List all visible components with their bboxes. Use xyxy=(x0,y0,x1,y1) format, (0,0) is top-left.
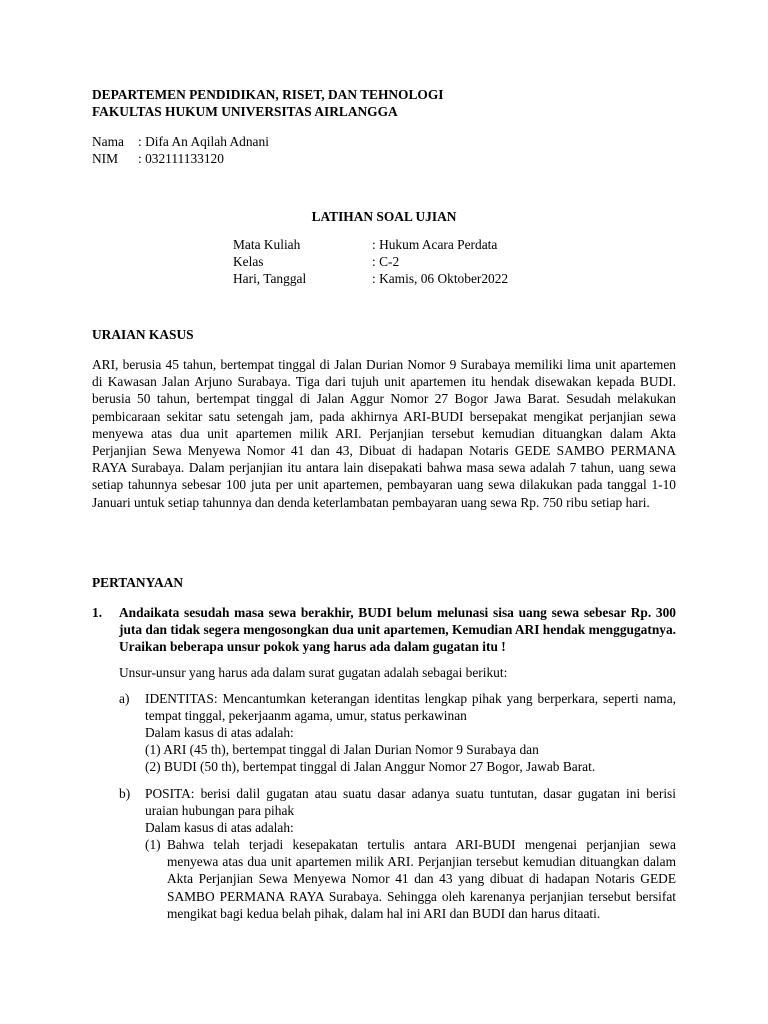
name-row xyxy=(92,133,269,150)
info-key: Kelas xyxy=(233,254,264,269)
document-header xyxy=(92,86,443,120)
item-b-sub1-text: Bahwa telah terjadi kesepakatan tertulis antara ARI-BUDI mengenai perjanjian sewa menyewa atas dua unit apartemen milik ARI. Perjanjian tersebut kemudian dituangkan dalam Akta Perjanjian Sewa Menyewa Nomor 41 dan 43 yang dibuat di hadapan Notaris GEDE SAMBO PERMANA RAYA Surabaya. Sehingga oleh karenanya perjanjian tersebut bersifat mengikat bagi kedua belah pihak, dalam hal ini ARI dan BUDI dan harus ditaati. xyxy=(167,837,676,921)
question-text: Andaikata sesudah masa sewa berakhir, BUDI belum melunasi sisa uang sewa sebesar Rp. 300 juta dan tidak segera mengosongkan dua unit apartemen, Kemudian ARI hendak menggugatnya. Uraikan beberapa unsur pokok yang harus ada dalam gugatan itu ! xyxy=(119,605,676,655)
item-a-party-2: (2) BUDI (50 th), bertempat tinggal di Jalan Anggur Nomor 27 Bogor, Jawab Barat. xyxy=(145,759,596,774)
header-line-ministry: DEPARTEMEN PENDIDIKAN, RISET, DAN TEHNOLOGI xyxy=(92,87,444,102)
header-line-faculty: FAKULTAS HUKUM UNIVERSITAS AIRLANGGA xyxy=(92,104,398,120)
item-a-letter: a) xyxy=(119,691,130,706)
nim-value: : 032111133120 xyxy=(138,151,224,166)
case-text: ARI, berusia 45 tahun, bertempat tinggal di Jalan Durian Nomor 9 Surabaya memiliki lima unit apartemen di Kawasan Jalan Arjuno Surabaya. Tiga dari tujuh unit apartemen itu hendak disewakan kepada BUDI. berusia 50 tahun, bertempat tinggal di Jalan Aggur Nomor 27 Bogor Jawa Barat. Sesudah melakukan pembicaraan sekitar satu setengah jam, pada akhirnya ARI-BUDI bersepakat mengikat perjanjian sewa menyewa atas dua unit apartemen milik ARI. Perjanjian tersebut kemudian dituangkan dalam Akta Perjanjian Sewa Menyewa Nomor 41 dan 43, Dibuat di hadapan Notaris GEDE SAMBO PERMANA RAYA Surabaya. Dalam perjanjian itu antara lain disepakati bahwa masa sewa adalah 7 tahun, uang sewa setiap tahunnya sebesar 100 juta per unit apartemen, pembayaran uang sewa dilakukan pada tanggal 1-10 Januari untuk setiap tahunnya dan denda keterlambatan pembayaran uang sewa Rp. 750 ribu setiap hari. xyxy=(92,357,676,510)
item-b-sub-intro: Dalam kasus di atas adalah: xyxy=(145,820,294,835)
questions-heading: PERTANYAAN xyxy=(92,575,184,590)
item-a-text: IDENTITAS: Mencantumkan keterangan identitas lengkap pihak yang berperkara, seperti nama, tempat tinggal, pekerjaanm agama, umur, status perkawinan xyxy=(145,691,676,724)
nim-label: NIM xyxy=(92,151,119,166)
answer-intro: Unsur-unsur yang harus ada dalam surat gugatan adalah sebagai berikut: xyxy=(119,665,508,680)
item-a-party-1: (1) ARI (45 th), bertempat tinggal di Jalan Durian Nomor 9 Surabaya dan xyxy=(145,742,539,757)
info-value: : C-2 xyxy=(372,254,400,269)
question-number: 1. xyxy=(92,605,103,620)
item-b-sub1-number: (1) xyxy=(145,837,161,852)
name-value: : Difa An Aqilah Adnani xyxy=(138,134,269,149)
item-b-letter: b) xyxy=(119,786,131,801)
case-heading: URAIAN KASUS xyxy=(92,327,194,342)
nim-row xyxy=(92,150,224,167)
info-key: Mata Kuliah xyxy=(233,237,301,252)
page-title: LATIHAN SOAL UJIAN xyxy=(311,209,457,224)
item-b-text: POSITA: berisi dalil gugatan atau suatu dasar adanya suatu tuntutan, dasar gugatan ini berisi uraian hubungan para pihak xyxy=(145,786,676,819)
info-value: : Kamis, 06 Oktober2022 xyxy=(372,271,509,286)
info-value: : Hukum Acara Perdata xyxy=(372,237,498,252)
name-label: Nama xyxy=(92,134,124,149)
info-key: Hari, Tanggal xyxy=(233,271,307,286)
item-a-sub-intro: Dalam kasus di atas adalah: xyxy=(145,725,294,740)
